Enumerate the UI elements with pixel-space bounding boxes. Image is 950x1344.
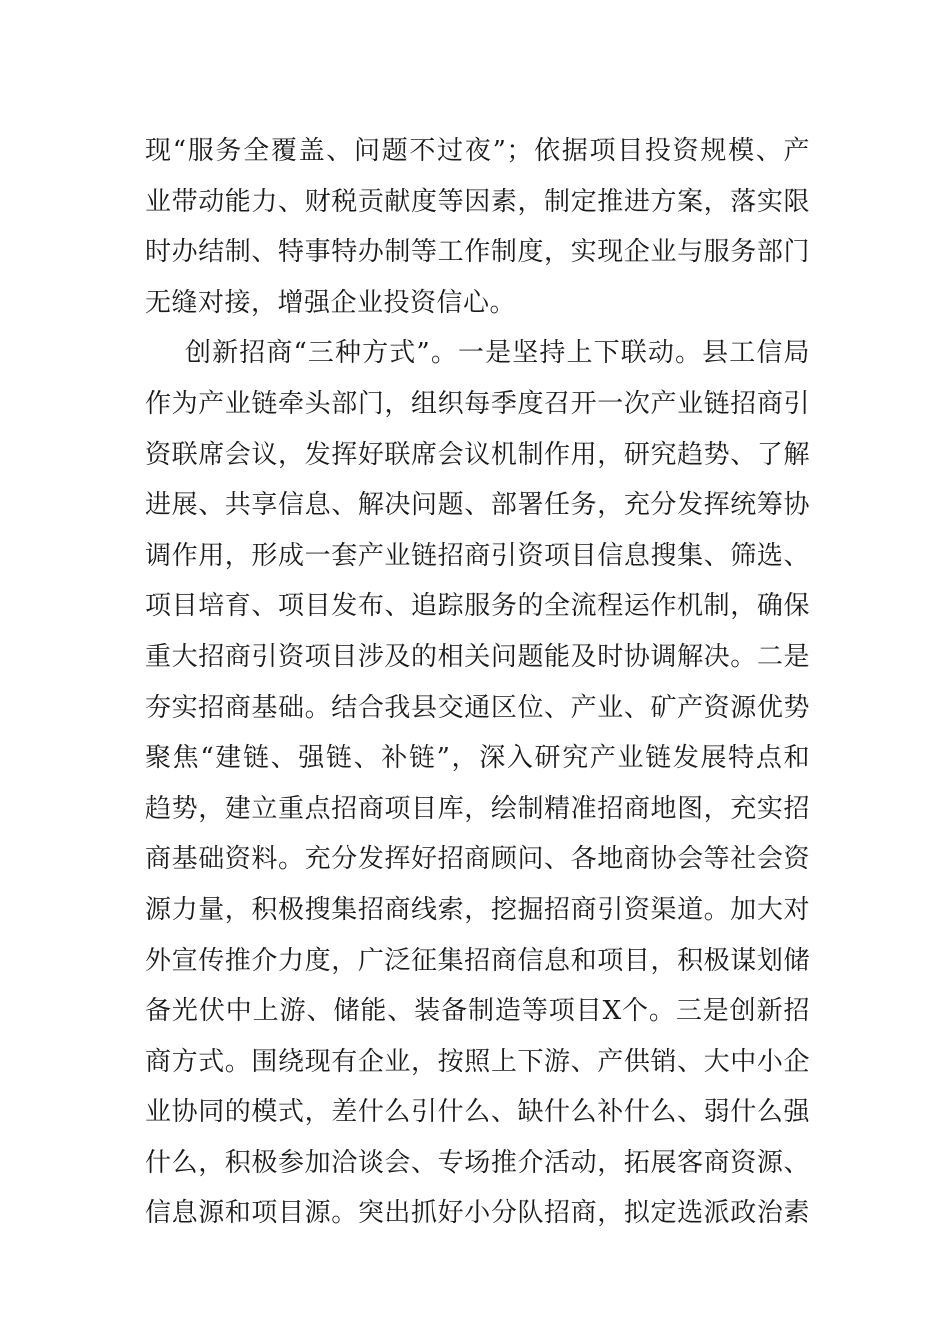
text-line: 作为产业链牵头部门，组织每季度召开一次产业链招商引 — [145, 388, 810, 419]
document-body — [145, 126, 810, 1239]
text-line: 什么，积极参加洽谈会、专场推介活动，拓展客商资源、 — [145, 1147, 810, 1178]
text-line: 创新招商“三种方式”。一是坚持上下联动。县工信局 — [185, 338, 810, 369]
text-line: 源力量，积极搜集招商线索，挖掘招商引资渠道。加大对 — [145, 894, 810, 925]
text-line: 业协同的模式，差什么引什么、缺什么补什么、弱什么强 — [145, 1097, 810, 1128]
text-line: 聚焦“建链、强链、补链”，深入研究产业链发展特点和 — [145, 743, 810, 774]
text-line: 现“服务全覆盖、问题不过夜”；依据项目投资规模、产 — [145, 136, 810, 166]
paragraph-1 — [145, 126, 810, 328]
text-line: 时办结制、特事特办制等工作制度，实现企业与服务部门 — [145, 237, 810, 268]
paragraph-2 — [145, 328, 810, 1239]
text-line: 业带动能力、财税贡献度等因素，制定推进方案，落实限 — [145, 186, 810, 217]
text-line: 进展、共享信息、解决问题、部署任务，充分发挥统筹协 — [145, 490, 810, 521]
text-line: 项目培育、项目发布、追踪服务的全流程运作机制，确保 — [145, 591, 810, 622]
text-line: 商基础资料。充分发挥好招商顾问、各地商协会等社会资 — [145, 844, 810, 875]
text-line: 重大招商引资项目涉及的相关问题能及时协调解决。二是 — [145, 641, 810, 672]
text-line: 调作用，形成一套产业链招商引资项目信息搜集、筛选、 — [145, 540, 810, 571]
text-line: 无缝对接，增强企业投资信心。 — [145, 287, 517, 318]
text-line: 资联席会议，发挥好联席会议机制作用，研究趋势、了解 — [145, 439, 810, 470]
text-line: 备光伏中上游、储能、装备制造等项目X个。三是创新招 — [145, 996, 810, 1027]
text-line: 信息源和项目源。突出抓好小分队招商，拟定选派政治素 — [145, 1198, 810, 1229]
text-line: 外宣传推介力度，广泛征集招商信息和项目，积极谋划储 — [145, 945, 810, 976]
text-line: 夯实招商基础。结合我县交通区位、产业、矿产资源优势 — [145, 692, 810, 723]
text-line: 商方式。围绕现有企业，按照上下游、产供销、大中小企 — [145, 1046, 810, 1077]
text-line: 趋势，建立重点招商项目库，绘制精准招商地图，充实招 — [145, 793, 810, 824]
